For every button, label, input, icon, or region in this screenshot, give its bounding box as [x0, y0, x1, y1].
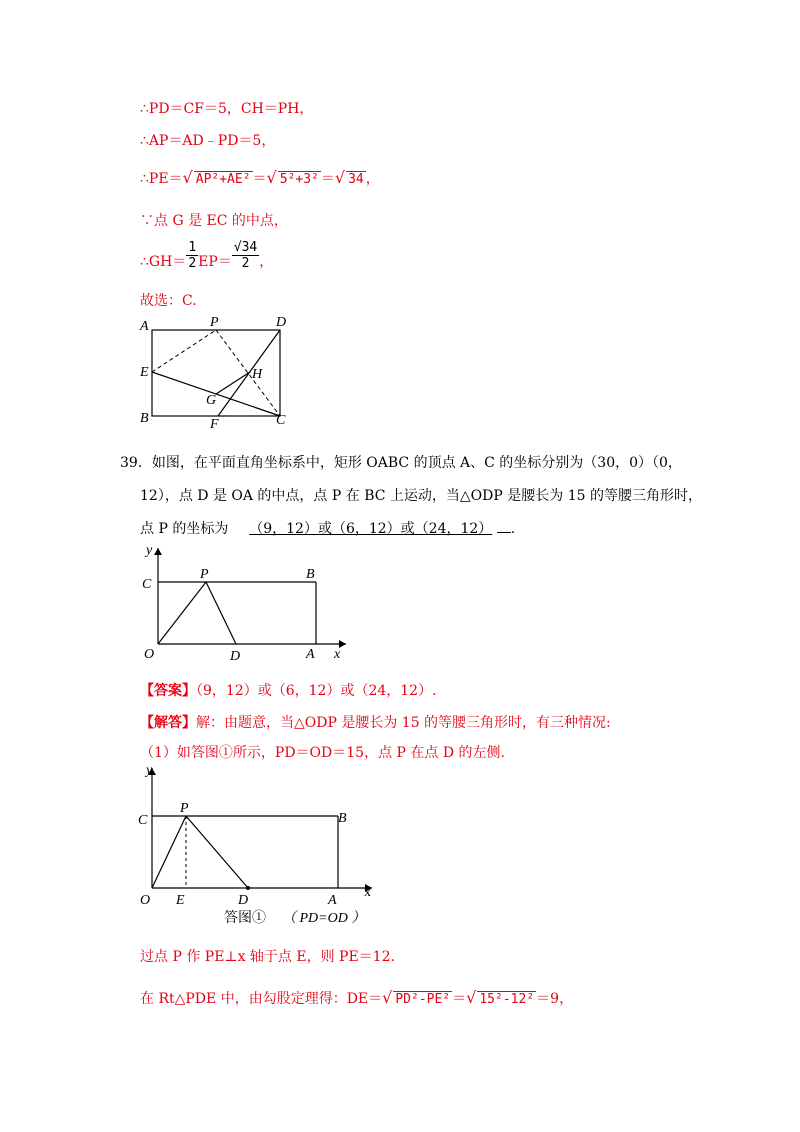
solution-line-3: ∴PE＝√ AP²+AE² ＝√ 5²+3² ＝√ 34 ， [140, 168, 380, 187]
label-b: B [140, 411, 149, 426]
radical-ap-ae: AP²+AE² [195, 172, 251, 187]
ep-mid: EP＝ [198, 254, 232, 270]
figure-rectangle-abcd [130, 312, 300, 432]
answer-line [140, 680, 437, 700]
eq-sign: ＝ [252, 171, 267, 187]
label-e: E [140, 365, 149, 380]
solution-line-5 [140, 240, 273, 271]
answer-blank: （9，12）或（6，12）或（24，12） [249, 521, 493, 537]
solution-line-1: ∴PD＝CF＝5，CH＝PH， [140, 101, 314, 117]
figure-answer-1 [130, 762, 390, 927]
solution-line-2: ∴AP＝AD﹣PD＝5， [140, 133, 276, 149]
label-d: D [276, 315, 287, 330]
solution-line-4: ∵点 G 是 EC 的中点， [140, 213, 288, 229]
analysis-tag: 【解答】 [140, 715, 196, 731]
question-39-line-3 [140, 518, 515, 538]
radical-34: 34 [348, 172, 364, 187]
question-number: 39． [120, 455, 152, 471]
label-a: A [306, 647, 315, 662]
question-text-3: 点 P 的坐标为 [140, 521, 229, 537]
after-line-2: 在 Rt△PDE 中，由勾股定理得：DE＝√ PD²-PE² ＝√ 15²-12² ＝9， [140, 988, 574, 1007]
question-39-line-2: 12），点 D 是 OA 的中点，点 P 在 BC 上运动，当△ODP 是腰长为 15 的等腰三角形时， [140, 488, 702, 504]
line-suffix: ， [365, 171, 380, 187]
label-c: C [138, 813, 148, 828]
question-39-line-1 [120, 452, 682, 472]
solution-line-6: 故选：C. [140, 293, 197, 309]
question-text-1: 如图，在平面直角坐标系中，矩形 OABC 的顶点 A、C 的坐标分别为（30，0）（0， [151, 455, 682, 471]
label-b: B [306, 567, 315, 582]
answer-tag: 【答案】 [140, 683, 196, 699]
label-b: B [338, 811, 347, 826]
label-x: x [364, 885, 371, 900]
label-p: P [210, 315, 219, 330]
label-d: D [238, 893, 249, 908]
label-g: G [206, 393, 217, 408]
case-1-line: （1）如答图①所示，PD＝OD＝15，点 P 在点 D 的左侧. [140, 745, 505, 761]
question-end: . [510, 521, 516, 537]
line-suffix: ＝9， [536, 991, 574, 1007]
de-prefix: 在 Rt△PDE 中，由勾股定理得：DE＝ [140, 991, 383, 1007]
label-e: E [176, 893, 185, 908]
label-a: A [140, 319, 149, 334]
figure-coordinate-oabc [136, 540, 356, 665]
fraction-sqrt34-2: $\frac{√34}{2}$ [233, 240, 258, 271]
pe-prefix: ∴PE＝ [140, 171, 183, 187]
analysis-line [140, 712, 611, 732]
radical-pd-pe: PD²-PE² [395, 992, 451, 1007]
label-d: D [230, 649, 241, 664]
label-o: O [144, 647, 155, 662]
label-p: P [180, 801, 189, 816]
gh-prefix: ∴GH＝ [140, 254, 187, 270]
line-suffix: ， [259, 254, 274, 270]
figure-caption: 答图① [224, 911, 266, 926]
label-a: A [328, 893, 337, 908]
label-y: y [146, 763, 153, 778]
radical-15-12: 15²-12² [479, 992, 535, 1007]
label-h: H [252, 367, 263, 382]
eq-sign: ＝ [452, 991, 467, 1007]
figure-caption-note: （ PD=OD ） [282, 911, 366, 926]
eq-sign-2: ＝ [320, 171, 335, 187]
answer-text: （9，12）或（6，12）或（24，12）. [196, 683, 437, 699]
label-o: O [140, 893, 151, 908]
after-line-1: 过点 P 作 PE⊥x 轴于点 E，则 PE＝12. [140, 949, 395, 965]
label-c: C [276, 413, 286, 428]
fraction-half: $\frac{1}{2}$ [188, 240, 197, 271]
label-x: x [334, 647, 341, 662]
label-c: C [142, 577, 152, 592]
radical-5-3: 5²+3² [279, 172, 319, 187]
label-f: F [210, 417, 219, 432]
analysis-text: 解：由题意，当△ODP 是腰长为 15 的等腰三角形时，有三种情况: [196, 715, 611, 731]
label-y: y [146, 543, 153, 558]
label-p: P [200, 567, 209, 582]
